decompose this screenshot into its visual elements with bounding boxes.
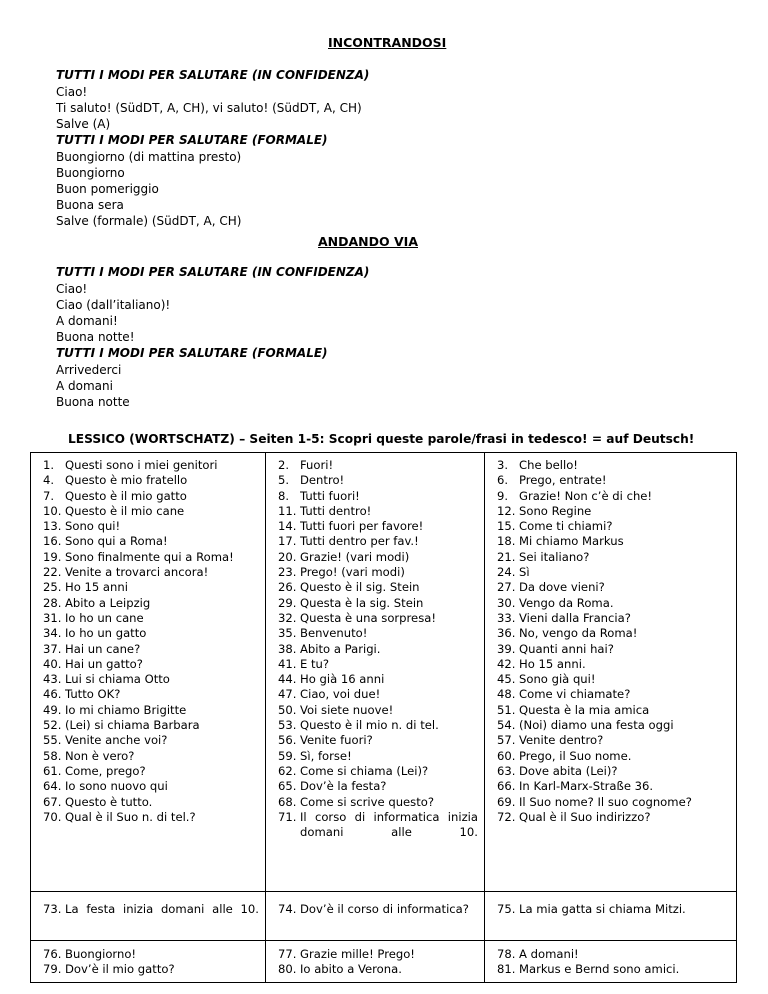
vocab-item-text: Sono finalmente qui a Roma! xyxy=(65,549,234,564)
vocab-cell xyxy=(485,892,737,941)
vocab-item-number: 43. xyxy=(43,672,62,687)
vocab-item-number: 33. xyxy=(497,610,516,625)
vocab-item xyxy=(497,779,730,794)
vocab-item-number: 6. xyxy=(497,473,509,488)
vocab-item xyxy=(43,657,259,672)
vocab-item xyxy=(497,504,730,519)
vocab-item-text: Tutti dentro per fav.! xyxy=(300,534,419,549)
vocab-item-number: 46. xyxy=(43,687,62,702)
vocab-item-number: 65. xyxy=(278,779,297,794)
vocab-item-number: 77. xyxy=(278,947,297,961)
farewell-line: Arrivederci xyxy=(56,363,122,377)
section-subtitle: ANDANDO VIA xyxy=(318,234,418,249)
vocab-item-number: 24. xyxy=(497,565,516,580)
vocab-item-text: Io mi chiamo Brigitte xyxy=(65,702,187,717)
vocab-item xyxy=(43,473,259,488)
vocab-item xyxy=(278,947,478,962)
vocab-item-number: 60. xyxy=(497,748,516,763)
vocab-item-number: 75. xyxy=(497,902,516,916)
vocab-item-number: 10. xyxy=(43,503,62,518)
vocab-item-number: 19. xyxy=(43,549,62,564)
vocab-item xyxy=(43,504,259,519)
vocab-item-text: Prego, entrate! xyxy=(519,473,607,488)
vocab-item-text: Fuori! xyxy=(300,458,334,472)
vocab-item-number: 78. xyxy=(497,947,516,961)
vocab-item xyxy=(43,687,259,702)
vocab-item-text: Come, prego? xyxy=(65,763,146,778)
vocab-item xyxy=(43,611,259,626)
vocab-item-number: 36. xyxy=(497,626,516,641)
vocab-item-number: 61. xyxy=(43,763,62,778)
vocab-item xyxy=(278,519,478,534)
vocab-item xyxy=(497,657,730,672)
vocab-item-number: 9. xyxy=(497,488,509,503)
vocab-item xyxy=(43,626,259,641)
vocab-item xyxy=(278,596,478,611)
vocab-item xyxy=(278,580,478,595)
vocab-item-number: 32. xyxy=(278,610,297,625)
vocab-item xyxy=(278,550,478,565)
lessico-heading: LESSICO (WORTSCHATZ) – Seiten 1-5: Scopri queste parole/frasi in tedesco! = auf Deutsch! xyxy=(68,432,695,446)
vocab-item xyxy=(43,565,259,580)
vocab-cell xyxy=(31,941,266,983)
vocab-item xyxy=(497,580,730,595)
vocab-item xyxy=(278,764,478,779)
vocab-item xyxy=(43,703,259,718)
vocab-item-number: 58. xyxy=(43,748,62,763)
vocab-item-text: Tutti fuori per favore! xyxy=(300,519,424,534)
vocab-item-text: Venite fuori? xyxy=(300,733,373,748)
vocab-item xyxy=(497,626,730,641)
vocab-item-text: A domani! xyxy=(519,947,579,961)
vocab-item-text: Abito a Parigi. xyxy=(300,641,381,656)
vocab-item-text: Questo è il mio gatto xyxy=(65,488,187,503)
vocab-item xyxy=(497,962,730,977)
vocab-cell xyxy=(31,892,266,941)
vocab-item-number: 25. xyxy=(43,580,62,595)
vocab-item-text: Sono qui a Roma! xyxy=(65,534,168,549)
vocab-item-number: 22. xyxy=(43,565,62,580)
vocab-item-number: 30. xyxy=(497,595,516,610)
vocab-item xyxy=(278,703,478,718)
vocab-item-text: Questo è il mio cane xyxy=(65,503,185,518)
vocab-item xyxy=(497,473,730,488)
vocab-item-text: Io sono nuovo qui xyxy=(65,779,168,794)
vocab-item xyxy=(497,902,730,917)
vocab-item xyxy=(43,534,259,549)
vocab-item-text: Ciao, voi due! xyxy=(300,687,381,702)
vocab-item-number: 50. xyxy=(278,702,297,717)
vocab-item-text: Mi chiamo Markus xyxy=(519,534,624,549)
vocab-item-text: Ho 15 anni xyxy=(65,580,128,595)
vocab-item-text: Questo è il sig. Stein xyxy=(300,580,420,595)
vocab-item-text: Dov’è il corso di informatica? xyxy=(300,902,469,916)
vocab-item-number: 62. xyxy=(278,763,297,778)
vocab-item-number: 74. xyxy=(278,902,297,916)
vocab-item-text: Sono Regine xyxy=(519,503,592,518)
vocab-item-text: Sono già qui! xyxy=(519,672,596,687)
vocab-item xyxy=(497,489,730,504)
vocab-item-text: Io abito a Verona. xyxy=(300,962,402,977)
vocab-item xyxy=(43,519,259,534)
vocab-item xyxy=(497,565,730,580)
vocab-item-text: Quanti anni hai? xyxy=(519,641,614,656)
vocab-item-number: 11. xyxy=(278,503,297,518)
vocab-item-number: 47. xyxy=(278,687,297,702)
vocab-item xyxy=(43,962,259,977)
vocab-item xyxy=(497,947,730,962)
heading-informal-farewells: TUTTI I MODI PER SALUTARE (IN CONFIDENZA) xyxy=(56,265,370,279)
vocab-item-number: 27. xyxy=(497,580,516,595)
vocab-item-text: Come vi chiamate? xyxy=(519,687,631,702)
vocabulary-table xyxy=(30,452,737,983)
vocab-item-text: Non è vero? xyxy=(65,748,135,763)
vocab-item-number: 63. xyxy=(497,763,516,778)
vocab-item-number: 35. xyxy=(278,626,297,641)
vocab-item xyxy=(43,947,259,962)
vocab-item-text: Hai un gatto? xyxy=(65,656,143,671)
vocab-item-text: Venite dentro? xyxy=(519,733,604,748)
vocab-item-text: Tutti fuori! xyxy=(300,488,360,503)
vocab-item-text: Tutto OK? xyxy=(65,687,121,702)
vocab-item xyxy=(278,810,478,841)
vocab-item xyxy=(278,534,478,549)
vocab-item xyxy=(497,672,730,687)
vocab-item xyxy=(278,733,478,748)
vocab-item-text: Che bello! xyxy=(519,458,578,472)
vocab-item xyxy=(278,902,478,917)
vocab-item-number: 34. xyxy=(43,626,62,641)
vocab-item-text: E tu? xyxy=(300,656,330,671)
vocab-item-number: 69. xyxy=(497,794,516,809)
vocab-item-number: 57. xyxy=(497,733,516,748)
vocab-item xyxy=(497,703,730,718)
heading-formal-farewells: TUTTI I MODI PER SALUTARE (FORMALE) xyxy=(56,346,328,360)
vocab-item-number: 53. xyxy=(278,718,297,733)
vocab-item-text: Io ho un cane xyxy=(65,610,144,625)
vocab-item-text: Vengo da Roma. xyxy=(519,595,614,610)
vocab-item-number: 71. xyxy=(278,809,297,824)
vocab-item-text: La mia gatta si chiama Mitzi. xyxy=(519,902,686,916)
vocab-item-number: 26. xyxy=(278,580,297,595)
vocab-item-number: 81. xyxy=(497,962,516,977)
vocab-cell xyxy=(485,941,737,983)
farewell-line: Ciao (dall’italiano)! xyxy=(56,298,171,312)
table-row xyxy=(31,941,737,983)
vocab-item-text: Lui si chiama Otto xyxy=(65,672,170,687)
vocab-item-number: 64. xyxy=(43,779,62,794)
vocab-item-number: 48. xyxy=(497,687,516,702)
vocab-item xyxy=(43,642,259,657)
vocab-item-text: Benvenuto! xyxy=(300,626,368,641)
vocab-item xyxy=(43,810,259,825)
farewell-line: Buona notte xyxy=(56,395,130,409)
vocab-item-text: Questo è tutto. xyxy=(65,794,153,809)
vocab-item xyxy=(278,657,478,672)
vocab-item-number: 7. xyxy=(43,488,55,503)
vocab-item xyxy=(43,795,259,810)
vocab-item-text: Grazie! Non c’è di che! xyxy=(519,488,653,503)
vocab-item xyxy=(43,672,259,687)
vocab-item xyxy=(43,458,259,473)
vocab-item xyxy=(43,779,259,794)
vocab-item-text: Sì xyxy=(519,565,530,580)
vocab-item-text: Questi sono i miei genitori xyxy=(65,458,218,472)
vocab-item-text: Voi siete nuove! xyxy=(300,702,394,717)
vocab-item-text: Dentro! xyxy=(300,473,345,488)
vocab-item-text: Sei italiano? xyxy=(519,549,590,564)
greeting-line: Buona sera xyxy=(56,198,124,212)
vocab-item-number: 52. xyxy=(43,718,62,733)
vocab-item-text: (Lei) si chiama Barbara xyxy=(65,718,200,733)
vocab-item-number: 80. xyxy=(278,962,297,977)
vocab-item xyxy=(497,718,730,733)
vocab-item-text: Ho 15 anni. xyxy=(519,656,586,671)
vocab-item-text: Dov’è la festa? xyxy=(300,779,387,794)
vocab-item-text: Ho già 16 anni xyxy=(300,672,385,687)
vocab-item-number: 17. xyxy=(278,534,297,549)
vocab-item-text: Come si scrive questo? xyxy=(300,794,435,809)
vocab-item xyxy=(278,672,478,687)
vocab-item-text: Vieni dalla Francia? xyxy=(519,610,631,625)
vocab-item-text: Io ho un gatto xyxy=(65,626,147,641)
vocab-item-text: Hai un cane? xyxy=(65,641,141,656)
vocab-item-number: 42. xyxy=(497,656,516,671)
vocab-item xyxy=(497,519,730,534)
vocab-item xyxy=(278,795,478,810)
vocab-item xyxy=(278,687,478,702)
vocab-item-text: Questo è il mio n. di tel. xyxy=(300,718,439,733)
vocab-item xyxy=(497,810,730,825)
vocab-item-number: 59. xyxy=(278,748,297,763)
vocab-item xyxy=(43,733,259,748)
vocab-item-text: Buongiorno! xyxy=(65,947,137,961)
vocab-item-number: 45. xyxy=(497,672,516,687)
vocab-item-text: No, vengo da Roma! xyxy=(519,626,638,641)
vocab-item-text: Abito a Leipzig xyxy=(65,595,151,610)
vocab-item-number: 29. xyxy=(278,595,297,610)
vocab-item xyxy=(43,902,259,933)
vocab-item xyxy=(43,489,259,504)
vocab-item xyxy=(497,458,730,473)
vocab-item-text: Venite a trovarci ancora! xyxy=(65,565,209,580)
vocab-item-text: Questa è una sorpresa! xyxy=(300,610,436,625)
vocab-item xyxy=(278,626,478,641)
vocab-item-number: 3. xyxy=(497,458,509,472)
vocab-item-text: Come ti chiami? xyxy=(519,519,613,534)
vocab-item-text: Come si chiama (Lei)? xyxy=(300,763,429,778)
vocab-item xyxy=(497,764,730,779)
vocab-item-number: 44. xyxy=(278,672,297,687)
vocab-item xyxy=(497,795,730,810)
vocab-cell xyxy=(266,941,485,983)
vocab-item-text: Questa è la sig. Stein xyxy=(300,595,424,610)
vocab-item xyxy=(43,764,259,779)
vocab-item-text: Dov’è il mio gatto? xyxy=(65,962,175,977)
vocab-item-number: 54. xyxy=(497,718,516,733)
vocab-item-number: 16. xyxy=(43,534,62,549)
vocab-item-text: Grazie! (vari modi) xyxy=(300,549,410,564)
greeting-line: Ciao! xyxy=(56,85,88,99)
vocab-cell xyxy=(266,892,485,941)
vocab-item-text: Dove abita (Lei)? xyxy=(519,763,618,778)
vocab-item-text: Questo è mio fratello xyxy=(65,473,188,488)
vocab-item-number: 4. xyxy=(43,473,55,488)
vocab-item-number: 38. xyxy=(278,641,297,656)
greeting-line: Buon pomeriggio xyxy=(56,182,159,196)
vocab-item-number: 68. xyxy=(278,794,297,809)
vocab-item-number: 18. xyxy=(497,534,516,549)
vocab-item-number: 66. xyxy=(497,779,516,794)
page-title: INCONTRANDOSI xyxy=(328,35,447,50)
vocab-item-number: 1. xyxy=(43,458,55,472)
vocab-item-number: 41. xyxy=(278,656,297,671)
vocab-item-text: Markus e Bernd sono amici. xyxy=(519,962,680,977)
vocab-item xyxy=(43,749,259,764)
vocab-item xyxy=(278,504,478,519)
vocab-item-number: 39. xyxy=(497,641,516,656)
vocab-item-number: 72. xyxy=(497,809,516,824)
vocab-item-number: 70. xyxy=(43,809,62,824)
vocab-item-number: 5. xyxy=(278,473,290,488)
vocab-item xyxy=(43,718,259,733)
heading-informal-greetings: TUTTI I MODI PER SALUTARE (IN CONFIDENZA) xyxy=(56,68,370,82)
table-row xyxy=(31,453,737,892)
vocab-item xyxy=(497,611,730,626)
vocab-item-number: 49. xyxy=(43,702,62,717)
vocab-item-number: 51. xyxy=(497,702,516,717)
vocab-item xyxy=(497,733,730,748)
vocab-item-number: 14. xyxy=(278,519,297,534)
vocab-item-text: Grazie mille! Prego! xyxy=(300,947,415,961)
vocab-item xyxy=(278,611,478,626)
greeting-line: Salve (A) xyxy=(56,117,111,131)
vocab-item-text: Qual è il Suo indirizzo? xyxy=(519,809,651,824)
vocab-item xyxy=(278,718,478,733)
vocab-item xyxy=(278,642,478,657)
vocab-item xyxy=(497,687,730,702)
vocab-item-text: Il corso di informatica inizia domani alle 10. xyxy=(300,809,478,840)
vocab-item-text: La festa inizia domani alle 10. xyxy=(65,902,259,916)
farewell-line: Buona notte! xyxy=(56,330,135,344)
vocab-item-text: Prego! (vari modi) xyxy=(300,565,405,580)
vocab-cell xyxy=(31,453,266,892)
farewell-line: A domani xyxy=(56,379,113,393)
farewell-line: Ciao! xyxy=(56,282,88,296)
vocab-item xyxy=(497,534,730,549)
greeting-line: Buongiorno (di mattina presto) xyxy=(56,150,242,164)
vocab-item-number: 31. xyxy=(43,610,62,625)
vocab-item-number: 37. xyxy=(43,641,62,656)
vocab-item-text: Sì, forse! xyxy=(300,748,352,763)
vocab-item xyxy=(278,962,478,977)
vocab-item-text: Da dove vieni? xyxy=(519,580,605,595)
vocab-item xyxy=(43,596,259,611)
vocab-item-text: Qual è il Suo n. di tel.? xyxy=(65,809,196,824)
vocab-cell xyxy=(266,453,485,892)
vocab-item-number: 15. xyxy=(497,519,516,534)
vocab-item xyxy=(497,642,730,657)
vocab-item-text: Prego, il Suo nome. xyxy=(519,748,632,763)
vocab-item xyxy=(278,749,478,764)
vocab-item-number: 76. xyxy=(43,947,62,961)
vocab-item-number: 23. xyxy=(278,565,297,580)
vocab-item-text: In Karl-Marx-Straße 36. xyxy=(519,779,654,794)
vocab-item-number: 67. xyxy=(43,794,62,809)
vocab-item-text: Il Suo nome? Il suo cognome? xyxy=(519,794,692,809)
vocab-item xyxy=(497,550,730,565)
vocab-item xyxy=(278,779,478,794)
vocab-item xyxy=(278,473,478,488)
vocab-item-number: 73. xyxy=(43,902,62,916)
greeting-line: Ti saluto! (SüdDT, A, CH), vi saluto! (SüdDT, A, CH) xyxy=(56,101,362,115)
vocab-item xyxy=(497,749,730,764)
vocab-item-number: 13. xyxy=(43,519,62,534)
vocab-item-text: Sono qui! xyxy=(65,519,121,534)
vocab-item-number: 2. xyxy=(278,458,290,472)
farewell-line: A domani! xyxy=(56,314,118,328)
vocab-item-number: 20. xyxy=(278,549,297,564)
vocab-item-number: 56. xyxy=(278,733,297,748)
vocab-item-number: 28. xyxy=(43,595,62,610)
vocab-cell xyxy=(485,453,737,892)
vocab-item xyxy=(278,489,478,504)
greeting-line: Buongiorno xyxy=(56,166,125,180)
vocab-item-number: 55. xyxy=(43,733,62,748)
vocab-item-text: Questa è la mia amica xyxy=(519,702,650,717)
vocab-item xyxy=(43,550,259,565)
vocab-item-number: 79. xyxy=(43,962,62,977)
vocab-item-number: 40. xyxy=(43,656,62,671)
vocab-item xyxy=(278,565,478,580)
vocab-item xyxy=(278,458,478,473)
vocab-item-number: 21. xyxy=(497,549,516,564)
greeting-line: Salve (formale) (SüdDT, A, CH) xyxy=(56,214,242,228)
vocab-item-text: (Noi) diamo una festa oggi xyxy=(519,718,674,733)
vocab-item-number: 8. xyxy=(278,488,290,503)
vocab-item-text: Venite anche voi? xyxy=(65,733,168,748)
vocab-item xyxy=(43,580,259,595)
vocab-item-text: Tutti dentro! xyxy=(300,503,372,518)
heading-formal-greetings: TUTTI I MODI PER SALUTARE (FORMALE) xyxy=(56,133,328,147)
table-row xyxy=(31,892,737,941)
vocab-item xyxy=(497,596,730,611)
vocab-item-number: 12. xyxy=(497,503,516,518)
